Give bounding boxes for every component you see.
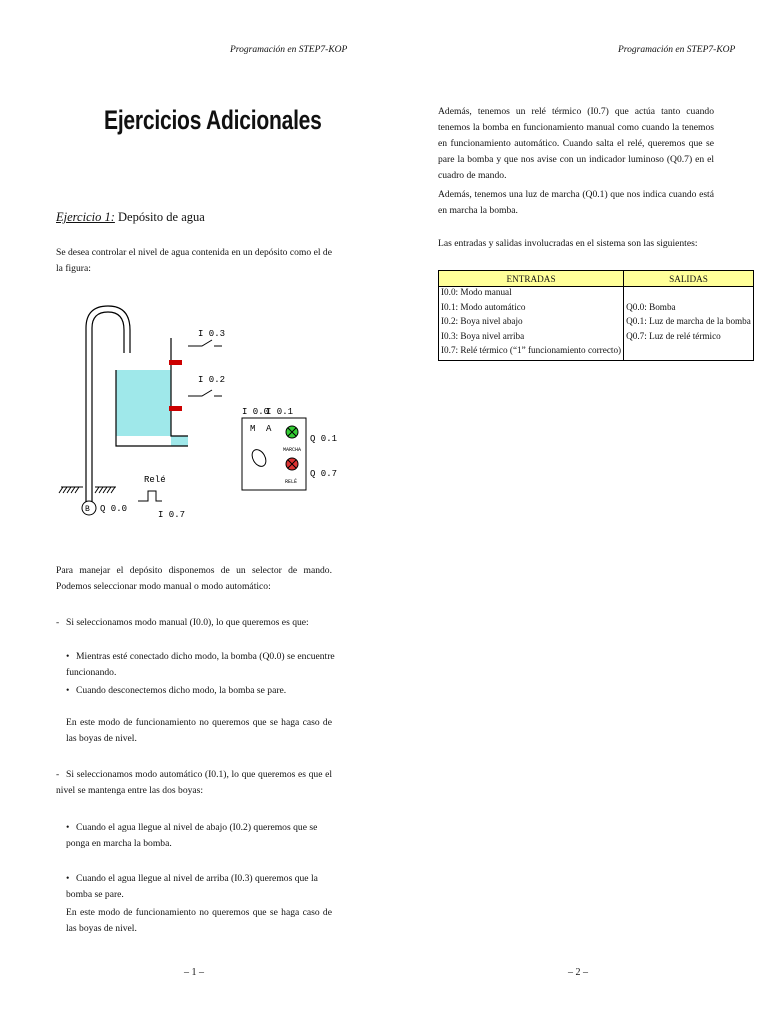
table-row [439,302,754,317]
cell: I0.2: Boya nivel abajo [439,316,624,331]
manual-note: En este modo de funcionamiento no queremos que se haga caso de las boyas de nivel. [66,717,332,744]
cell: I0.7: Relé térmico (“1” funcionamiento correcto) [439,345,624,360]
table-row [439,287,754,302]
exercise-title: Depósito de agua [118,210,205,224]
paragraph-relay: Además, tenemos un relé térmico (I0.7) que actúa tanto cuando tenemos la bomba en funcionamiento manual como cuando la tenemos en funcionamiento automático. Cuando salta el relé, queremos que se pare la bomba y que nos avise con un indicador luminoso (Q0.7) en el cuadro de mando. [438,106,714,181]
tank-water [116,370,171,436]
manual-bullet-1: Mientras esté conectado dicho modo, la bomba (Q0.0) se encuentre funcionando. [66,651,335,678]
list-item: • Cuando el agua llegue al nivel de abajo (I0.2) queremos que se ponga en marcha la bomba. [66,822,318,849]
cell: I0.1: Modo automático [439,302,624,317]
dash: - [56,769,60,780]
cell: Q0.0: Bomba [624,302,754,317]
cell: Q0.7: Luz de relé térmico [624,331,754,346]
label-i07: I 0.7 [158,510,186,520]
table-row [439,316,754,331]
cell [624,345,754,360]
label-q00: Q 0.0 [100,504,128,514]
intro-text: Se desea controlar el nivel de agua contenida en un depósito como el de la figura: [56,247,332,274]
cell: I0.0: Modo manual [439,287,624,302]
running-header: Programación en STEP7-KOP [618,45,736,55]
relay-pulse-icon [138,491,162,501]
label-m: M [250,424,256,434]
pump-label: B [85,505,90,514]
exercise-heading [56,210,205,225]
cell: Q0.1: Luz de marcha de la bomba [624,316,754,331]
auto-intro [56,767,332,799]
outlet-pipe [171,436,188,446]
page-title: Ejercicios Adicionales [104,105,322,135]
label-q01: Q 0.1 [310,434,338,444]
list-item: • Cuando el agua llegue al nivel de arriba (I0.3) queremos que la bomba se pare. [66,873,318,900]
running-header: Programación en STEP7-KOP [230,45,348,55]
label-i00: I 0.0 [242,407,270,417]
page-number: – 1 – [184,967,204,978]
list-item: • Mientras esté conectado dicho modo, la bomba (Q0.0) se encuentre funcionando. [66,651,335,678]
manual-intro [56,615,336,631]
list-item: • Cuando desconectemos dicho modo, la bomba se pare. [66,685,287,696]
io-table [438,270,754,361]
table-row [439,331,754,346]
header-outputs: SALIDAS [624,271,754,287]
manual-bullet-2: Cuando desconectemos dicho modo, la bomba se pare. [76,685,287,696]
paragraph-io: Las entradas y salidas involucradas en el sistema son las siguientes: [438,238,698,249]
page-number: – 2 – [568,967,588,978]
upper-level-sensor [169,360,182,365]
cell: I0.3: Boya nivel arriba [439,331,624,346]
auto-note: En este modo de funcionamiento no queremos que se haga caso de las boyas de nivel. [66,907,332,934]
auto-bullet-1: Cuando el agua llegue al nivel de abajo (I0.2) queremos que se ponga en marcha la bomba. [66,822,318,849]
auto-intro-text: Si seleccionamos modo automático (I0.1), lo que queremos es que el nivel se mantenga entre las dos boyas: [56,769,332,796]
lower-level-sensor [169,406,182,411]
table-header-row [439,271,754,287]
cell [624,287,754,302]
header-inputs: ENTRADAS [439,271,624,287]
label-i01: I 0.1 [266,407,294,417]
label-rele-lamp: RELÉ [285,479,298,485]
label-q07: Q 0.7 [310,469,338,479]
paragraph-selector: Para manejar el depósito disponemos de un selector de mando. Podemos seleccionar modo manual o modo automático: [56,565,332,592]
table-row [439,345,754,360]
ground [59,487,116,493]
label-rele: Relé [144,475,166,485]
tank-diagram [56,298,346,528]
paragraph-run-light: Además, tenemos una luz de marcha (Q0.1) que nos indica cuando está en marcha la bomba. [438,189,714,216]
label-i02: I 0.2 [198,375,226,385]
auto-bullet-2: Cuando el agua llegue al nivel de arriba (I0.3) queremos que la bomba se pare. [66,873,318,900]
exercise-label: Ejercicio 1: [56,210,115,224]
label-marcha: MARCHA [283,447,302,453]
manual-intro-text: Si seleccionamos modo manual (I0.0), lo que queremos es que: [66,617,309,628]
page-2 [384,0,768,1024]
label-a: A [266,424,272,434]
label-i03: I 0.3 [198,329,226,339]
dash: - [56,617,60,628]
